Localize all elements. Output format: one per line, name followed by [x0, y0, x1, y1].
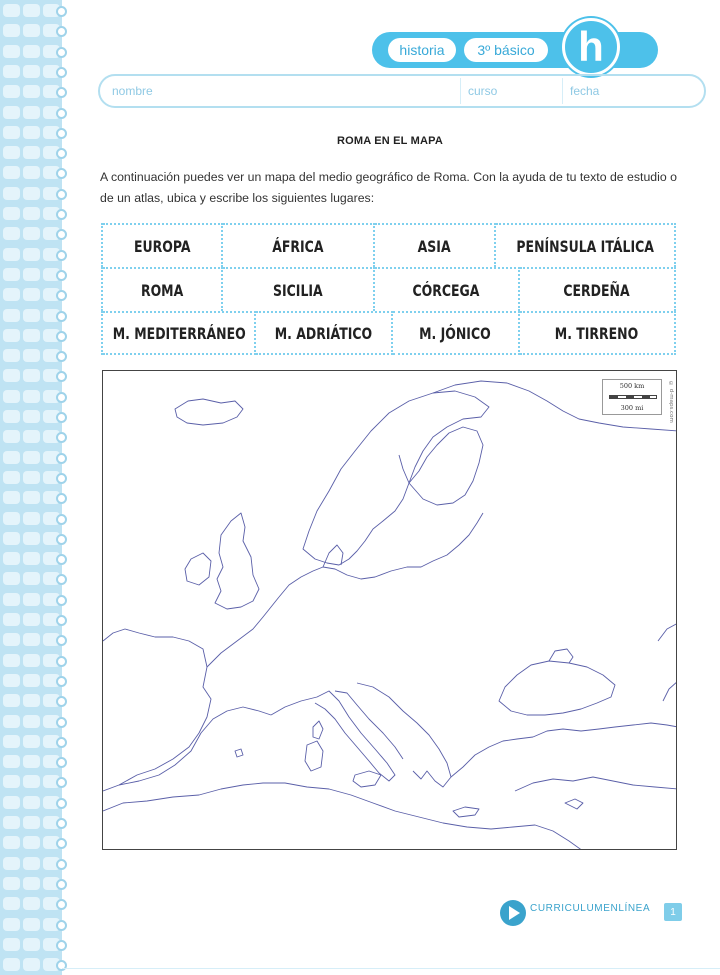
spiral-ring	[56, 615, 67, 626]
strip-tile	[3, 715, 20, 728]
strip-tile	[23, 471, 40, 484]
spiral-ring	[56, 168, 67, 179]
crimea-outline	[549, 649, 573, 663]
spiral-ring	[56, 67, 67, 78]
caspian-outline	[658, 623, 677, 641]
spiral-ring	[56, 838, 67, 849]
strip-tile	[23, 146, 40, 159]
strip-tile	[3, 268, 20, 281]
spiral-ring	[56, 87, 67, 98]
strip-tile	[23, 451, 40, 464]
spiral-ring	[56, 290, 67, 301]
strip-tile	[3, 471, 20, 484]
word-mar-mediterraneo: M. MEDITERRÁNEO	[112, 323, 246, 343]
map-scale-bar	[602, 379, 662, 415]
brand-logo: h	[562, 18, 620, 76]
word-roma: ROMA	[140, 280, 183, 300]
footer-divider	[62, 968, 720, 969]
strip-tile	[3, 512, 20, 525]
sardinia-outline	[305, 741, 323, 771]
spiral-ring	[56, 960, 67, 971]
strip-tile	[23, 45, 40, 58]
strip-tile	[23, 715, 40, 728]
aegean-outline	[451, 737, 533, 777]
strip-tile	[3, 877, 20, 890]
page-title: ROMA EN EL MAPA	[336, 135, 444, 147]
strip-tile	[23, 938, 40, 951]
field-divider	[460, 78, 461, 104]
word-sicilia: SICILIA	[272, 280, 323, 300]
word-europa: EUROPA	[133, 236, 191, 256]
scandinavia-outline	[303, 391, 489, 565]
strip-tile	[23, 430, 40, 443]
strip-tile	[3, 369, 20, 382]
strip-tile	[3, 65, 20, 78]
spiral-ring	[56, 371, 67, 382]
strip-tile	[3, 309, 20, 322]
spiral-ring	[56, 635, 67, 646]
map-credit: © d-maps.com	[668, 381, 674, 423]
scale-mi-label: 300 mi	[620, 404, 644, 412]
spiral-ring	[56, 108, 67, 119]
play-logo-icon	[500, 900, 526, 926]
word-cell	[375, 223, 496, 267]
strip-tile	[3, 248, 20, 261]
word-cell	[103, 223, 223, 267]
strip-tile	[3, 735, 20, 748]
word-cerdena: CERDEÑA	[563, 280, 630, 300]
instructions-text: A continuación puedes ver un mapa del medio geográfico de Roma. Con la ayuda de tu texto de estudio o de un atlas, ubica y escribe los siguientes lugares:	[100, 170, 677, 205]
name-field-label: nombre	[112, 84, 153, 98]
word-mar-jonico: M. JÓNICO	[419, 323, 492, 343]
spiral-ring	[56, 798, 67, 809]
iceland-outline	[175, 399, 243, 425]
strip-tile	[3, 491, 20, 504]
strip-tile	[23, 816, 40, 829]
spiral-ring	[56, 514, 67, 525]
word-cell	[393, 311, 520, 355]
strip-tile	[23, 390, 40, 403]
corsica-outline	[313, 721, 323, 739]
strip-tile	[3, 349, 20, 362]
strip-tile	[23, 552, 40, 565]
spiral-ring	[56, 940, 67, 951]
sicily-outline	[353, 771, 381, 787]
strip-tile	[3, 674, 20, 687]
strip-tile	[3, 755, 20, 768]
strip-tile	[3, 106, 20, 119]
spiral-ring	[56, 879, 67, 890]
strip-tile	[23, 85, 40, 98]
strip-tile	[23, 918, 40, 931]
strip-tile	[3, 552, 20, 565]
black-sea-outline	[499, 661, 615, 715]
strip-tile	[3, 146, 20, 159]
strip-tile	[3, 532, 20, 545]
strip-tile	[23, 897, 40, 910]
strip-tile	[23, 369, 40, 382]
spiral-ring	[56, 574, 67, 585]
course-field-label: curso	[468, 84, 498, 98]
strip-tile	[3, 958, 20, 971]
strip-tile	[3, 613, 20, 626]
word-cell	[256, 311, 393, 355]
strip-tile	[3, 45, 20, 58]
scale-km-label: 500 km	[619, 382, 645, 390]
footer-brand: CURRICULUMENLÍNEA	[530, 903, 651, 914]
spiral-ring	[56, 311, 67, 322]
strip-tile	[23, 836, 40, 849]
strip-tile	[3, 24, 20, 37]
map-outline-drawing	[103, 371, 677, 850]
word-mar-tirreno: M. TIRRENO	[555, 323, 639, 343]
strip-tile	[23, 532, 40, 545]
spiral-ring	[56, 331, 67, 342]
balearic-outline	[235, 749, 243, 757]
word-mar-adriatico: M. ADRIÁTICO	[275, 323, 373, 343]
spiral-ring	[56, 595, 67, 606]
spiral-ring	[56, 209, 67, 220]
spiral-ring	[56, 189, 67, 200]
subject-tag: historia	[388, 38, 456, 62]
spiral-ring	[56, 412, 67, 423]
word-bank-table	[101, 223, 676, 355]
spiral-ring	[56, 899, 67, 910]
spiral-ring	[56, 432, 67, 443]
strip-tile	[23, 755, 40, 768]
atlantic-coast-outline	[103, 629, 211, 791]
strip-tile	[23, 288, 40, 301]
strip-tile	[23, 227, 40, 240]
finland-outline	[409, 427, 483, 505]
strip-tile	[3, 572, 20, 585]
word-cell	[375, 267, 520, 311]
strip-tile	[23, 674, 40, 687]
spiral-ring	[56, 270, 67, 281]
spiral-ring	[56, 696, 67, 707]
strip-tile	[23, 796, 40, 809]
strip-tile	[23, 410, 40, 423]
spiral-ring	[56, 757, 67, 768]
strip-tile	[3, 897, 20, 910]
strip-tile	[3, 633, 20, 646]
strip-tile	[3, 654, 20, 667]
spiral-ring	[56, 6, 67, 17]
strip-tile	[23, 633, 40, 646]
strip-tile	[3, 187, 20, 200]
strip-tile	[3, 390, 20, 403]
spiral-ring	[56, 818, 67, 829]
strip-tile	[3, 288, 20, 301]
word-peninsula-italica: PENÍNSULA ITÁLICA	[516, 236, 654, 256]
strip-tile	[3, 207, 20, 220]
strip-tile	[23, 187, 40, 200]
strip-tile	[23, 106, 40, 119]
word-cell	[496, 223, 676, 267]
spiral-ring	[56, 473, 67, 484]
strip-tile	[3, 857, 20, 870]
strip-tile	[3, 694, 20, 707]
gulf-of-bothnia-outline	[399, 455, 409, 483]
word-cell	[520, 267, 676, 311]
strip-tile	[3, 918, 20, 931]
spiral-ring	[56, 351, 67, 362]
spiral-ring	[56, 717, 67, 728]
strip-tile	[23, 248, 40, 261]
word-cell	[520, 311, 676, 355]
strip-tile	[3, 166, 20, 179]
spiral-ring	[56, 656, 67, 667]
word-africa: ÁFRICA	[272, 236, 324, 256]
strip-tile	[23, 775, 40, 788]
strip-tile	[23, 877, 40, 890]
strip-tile	[23, 735, 40, 748]
italy-outline	[271, 691, 395, 781]
strip-tile	[23, 593, 40, 606]
spiral-ring	[56, 534, 67, 545]
strip-tile	[3, 430, 20, 443]
spiral-ring	[56, 859, 67, 870]
page-number: 1	[664, 903, 682, 921]
anatolia-south-outline	[515, 777, 677, 791]
strip-tile	[3, 4, 20, 17]
spiral-ring	[56, 777, 67, 788]
spiral-ring	[56, 26, 67, 37]
strip-tile	[3, 775, 20, 788]
spiral-ring	[56, 737, 67, 748]
student-info-row	[98, 74, 706, 108]
anatolia-outline	[533, 723, 677, 737]
france-coast-outline	[207, 597, 279, 667]
word-cell	[223, 223, 375, 267]
strip-tile	[23, 654, 40, 667]
strip-tile	[3, 451, 20, 464]
spiral-ring	[56, 920, 67, 931]
great-britain-outline	[215, 513, 259, 609]
spiral-ring	[56, 148, 67, 159]
ireland-outline	[185, 553, 211, 585]
strip-tile	[23, 857, 40, 870]
strip-tile	[3, 329, 20, 342]
strip-tile	[23, 309, 40, 322]
strip-tile	[23, 349, 40, 362]
strip-tile	[3, 796, 20, 809]
strip-tile	[3, 938, 20, 951]
grade-tag: 3º básico	[464, 38, 548, 62]
strip-tile	[23, 694, 40, 707]
word-corcega: CÓRCEGA	[412, 280, 480, 300]
europe-outline-map	[102, 370, 677, 850]
strip-tile	[23, 512, 40, 525]
strip-tile	[23, 329, 40, 342]
strip-tile	[23, 24, 40, 37]
crete-outline	[453, 807, 479, 817]
strip-tile	[23, 268, 40, 281]
strip-tile	[3, 227, 20, 240]
spiral-ring	[56, 554, 67, 565]
strip-tile	[3, 836, 20, 849]
cyprus-outline	[565, 799, 583, 809]
word-asia: ASIA	[417, 236, 451, 256]
strip-tile	[23, 166, 40, 179]
strip-tile	[3, 85, 20, 98]
date-field-label: fecha	[570, 84, 600, 98]
north-africa-coast-outline	[103, 783, 583, 850]
word-cell	[223, 267, 375, 311]
spiral-ring	[56, 392, 67, 403]
strip-tile	[23, 491, 40, 504]
spiral-ring	[56, 676, 67, 687]
word-cell	[103, 267, 223, 311]
spiral-ring	[56, 47, 67, 58]
strip-tile	[23, 207, 40, 220]
scale-bar-graphic	[609, 395, 657, 399]
caspian-south-outline	[663, 681, 677, 701]
strip-tile	[3, 410, 20, 423]
strip-tile	[23, 4, 40, 17]
spiral-ring	[56, 453, 67, 464]
spiral-ring	[56, 250, 67, 261]
strip-tile	[23, 958, 40, 971]
field-divider	[562, 78, 563, 104]
strip-tile	[3, 593, 20, 606]
strip-tile	[23, 572, 40, 585]
spiral-ring	[56, 229, 67, 240]
word-cell	[103, 311, 256, 355]
spiral-ring	[56, 493, 67, 504]
strip-tile	[23, 65, 40, 78]
strip-tile	[3, 816, 20, 829]
strip-tile	[23, 613, 40, 626]
